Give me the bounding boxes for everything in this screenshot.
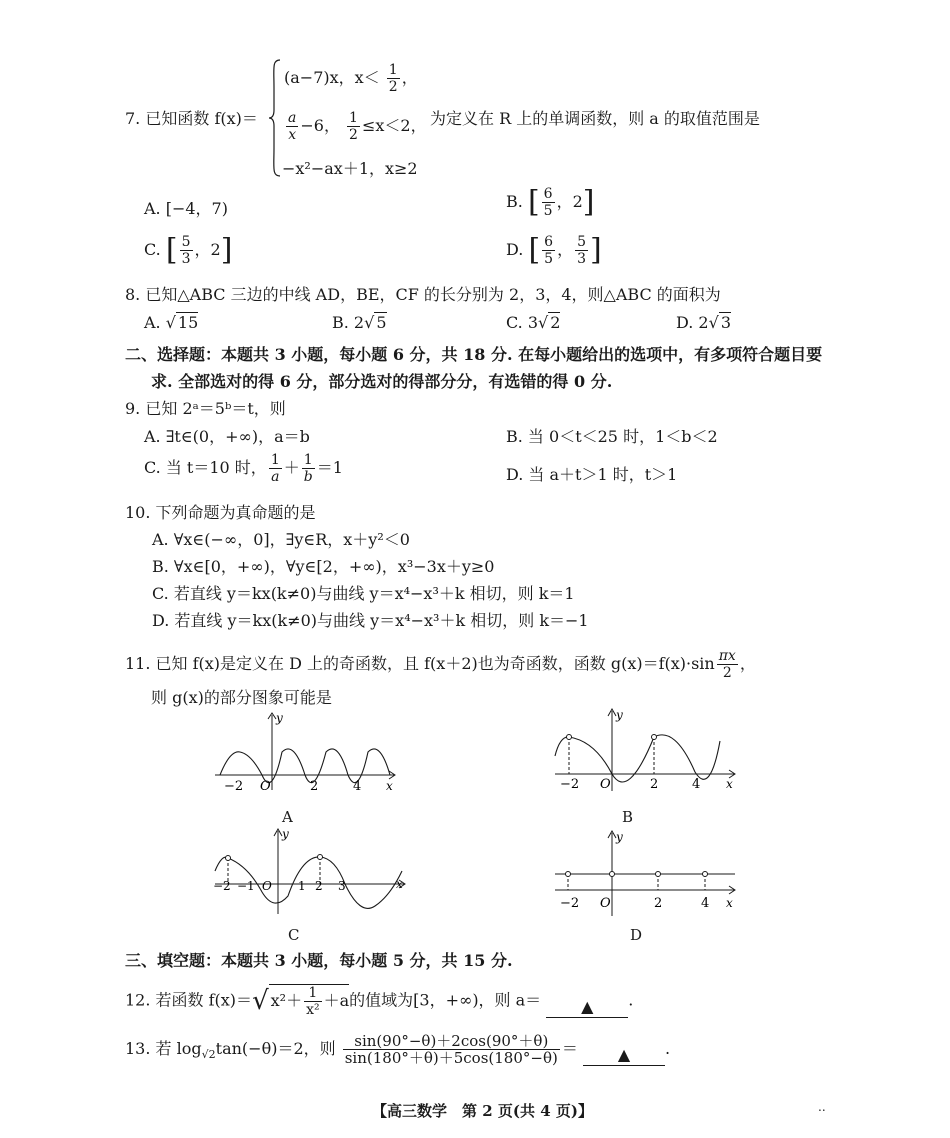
q8-option-d: D. 2√ 3 bbox=[676, 313, 731, 332]
q7-piece2-frac-a: $\frac{a}{x}$ bbox=[288, 110, 297, 143]
q11-stem-line2: 则 g(x)的部分图象可能是 bbox=[151, 688, 332, 707]
q10-option-a: A. ∀x∈(−∞，0]，∃y∈R，x＋y²＜0 bbox=[152, 530, 410, 549]
q7-brace bbox=[268, 58, 282, 178]
svg-text:O: O bbox=[260, 779, 271, 794]
q7-option-b: B. [ $\frac{6}{5}$ ，2] bbox=[506, 184, 595, 220]
svg-text:O: O bbox=[262, 879, 272, 893]
section3-heading: 三、填空题：本题共 3 小题，每小题 5 分，共 15 分. bbox=[125, 951, 513, 970]
svg-text:3: 3 bbox=[338, 879, 346, 893]
q7-option-b-label: B. bbox=[506, 192, 523, 211]
footer-mark: .. bbox=[818, 1100, 826, 1114]
svg-text:x: x bbox=[386, 779, 393, 793]
q8-option-a: A. √ 15 bbox=[144, 313, 199, 332]
q8-option-c: C. 3√ 2 bbox=[506, 313, 561, 332]
svg-text:x: x bbox=[726, 777, 733, 791]
q9-option-b: B. 当 0＜t＜25 时，1＜b＜2 bbox=[506, 427, 718, 446]
q11-graph-a bbox=[210, 710, 400, 795]
svg-text:−2: −2 bbox=[560, 896, 580, 911]
svg-text:2: 2 bbox=[310, 779, 319, 794]
graph-b-curve bbox=[555, 735, 720, 782]
q11-graph-a-label: A bbox=[282, 808, 293, 826]
svg-text:−2: −2 bbox=[213, 879, 231, 893]
svg-text:4: 4 bbox=[692, 777, 701, 792]
q7-stem bbox=[125, 106, 258, 129]
q10-option-b: B. ∀x∈[0，+∞)，∀y∈[2，+∞)，x³−3x＋y≥0 bbox=[152, 557, 495, 576]
q9-option-a: A. ∃t∈(0，+∞)，a＝b bbox=[144, 427, 310, 446]
svg-text:y: y bbox=[616, 708, 623, 722]
q9-option-c: C. 当 t＝10 时， $\frac{1}{a}$ ＋ $\frac{1}{b}$ ＝1 bbox=[144, 452, 343, 485]
q10-option-c: C. 若直线 y＝kx(k≠0)与曲线 y＝x⁴−x³＋k 相切，则 k＝1 bbox=[152, 584, 575, 603]
svg-text:y: y bbox=[276, 711, 283, 725]
svg-text:−2: −2 bbox=[224, 779, 244, 794]
q13: 13. 若 $\log_{√2}\tan(-\theta)=2$，则 $\frac{\sin(90^\circ-\theta)+2\cos(90^\circ+\theta)}{\sin(180^\circ+\theta)+5\cos(180^\circ-\theta)}$ ＝ ▲ . bbox=[125, 1032, 671, 1067]
q7-piece2-frac-half: $\frac{1}{2}$ bbox=[349, 110, 358, 143]
q7-option-d-label: D. bbox=[506, 240, 524, 259]
page-footer: 【高三数学 第 2 页(共 4 页)】 bbox=[372, 1102, 593, 1120]
svg-text:y: y bbox=[616, 830, 623, 844]
q10-stem: 10. 下列命题为真命题的是 bbox=[125, 503, 316, 522]
svg-text:1: 1 bbox=[298, 879, 306, 893]
section2-heading-line1: 二、选择题：本题共 3 小题，每小题 6 分，共 18 分. 在每小题给出的选项中，有多项符合题目要 bbox=[125, 345, 823, 364]
q12: 12. 若函数 f(x)＝√ x²＋ $\frac{1}{\text{x²}}$ ＋a的值域为[3，+∞)，则 a＝ ▲ . bbox=[125, 985, 634, 1018]
q11-graph-d-label: D bbox=[630, 926, 643, 944]
q7-piece2a-text: −6， bbox=[300, 116, 340, 135]
q11-stem: 11. 已知 f(x)是定义在 D 上的奇函数，且 f(x＋2)也为奇函数，函数 g(x)＝f(x)·sin $\frac{\pi x}{2}$ ， bbox=[125, 648, 756, 681]
q7-piece3-text: −x²−ax＋1，x≥2 bbox=[282, 159, 418, 178]
svg-text:4: 4 bbox=[701, 896, 710, 911]
svg-text:2: 2 bbox=[650, 777, 659, 792]
q11-graph-b-label: B bbox=[622, 808, 634, 826]
svg-text:x: x bbox=[396, 877, 403, 891]
q11-graph-c-label: C bbox=[288, 926, 300, 944]
svg-text:2: 2 bbox=[315, 879, 323, 893]
svg-text:O: O bbox=[600, 896, 611, 911]
svg-text:O: O bbox=[600, 777, 611, 792]
q7-suffix bbox=[430, 106, 760, 129]
q7-piece1-frac: $\frac{1}{2}$ bbox=[388, 62, 398, 95]
q8-stem-text: 8. 已知△ABC 三边的中线 AD，BE，CF 的长分别为 2，3，4，则△ABC 的面积为 bbox=[125, 285, 721, 304]
q9-stem: 9. 已知 2ᵃ＝5ᵇ＝t，则 bbox=[125, 399, 286, 418]
q11-graph-b bbox=[550, 706, 740, 796]
q13-answer-blank[interactable]: ▲ bbox=[583, 1045, 665, 1066]
q7-piece2 bbox=[284, 110, 427, 143]
section2-heading-line2: 求. 全部选对的得 6 分，部分选对的得部分分，有选错的得 0 分. bbox=[151, 372, 613, 391]
q7-suffix-text: 为定义在 R 上的单调函数，则 a 的取值范围是 bbox=[430, 109, 760, 128]
q7-piece2b-text: ≤x＜2， bbox=[361, 116, 427, 135]
q10-option-d: D. 若直线 y＝kx(k≠0)与曲线 y＝x⁴−x³＋k 相切，则 k＝−1 bbox=[152, 611, 589, 630]
q8-option-b: B. 2√ 5 bbox=[332, 313, 387, 332]
svg-text:−2: −2 bbox=[560, 777, 580, 792]
q7-piece3 bbox=[282, 156, 418, 179]
svg-text:x: x bbox=[726, 896, 733, 910]
q11-graph-c bbox=[210, 826, 410, 916]
q12-answer-blank[interactable]: ▲ bbox=[546, 997, 628, 1018]
q7-piece1-text: (a−7)x，x＜ bbox=[284, 68, 380, 87]
q7-option-a bbox=[144, 196, 228, 219]
q8-stem bbox=[125, 282, 721, 305]
svg-text:4: 4 bbox=[353, 779, 362, 794]
graph-a-curve bbox=[220, 749, 390, 783]
q7-option-c: C. [ $\frac{5}{3}$ ，2] bbox=[144, 232, 233, 268]
q11-graph-d bbox=[550, 828, 740, 918]
svg-text:2: 2 bbox=[654, 896, 663, 911]
q7-piece1: (a−7)x，x＜ $\frac{1}{2}$ ， bbox=[284, 62, 418, 95]
svg-text:−1: −1 bbox=[237, 879, 255, 893]
q9-option-d: D. 当 a＋t＞1 时，t＞1 bbox=[506, 465, 678, 484]
q7-prefix: 7. 已知函数 f(x)＝ bbox=[125, 109, 258, 128]
q7-option-d: D. [ $\frac{6}{5}$ ， $\frac{5}{3}$ ] bbox=[506, 232, 602, 268]
svg-text:y: y bbox=[282, 827, 289, 841]
q7-option-a-text: A. [−4，7) bbox=[144, 199, 228, 218]
q7-option-c-label: C. bbox=[144, 240, 161, 259]
